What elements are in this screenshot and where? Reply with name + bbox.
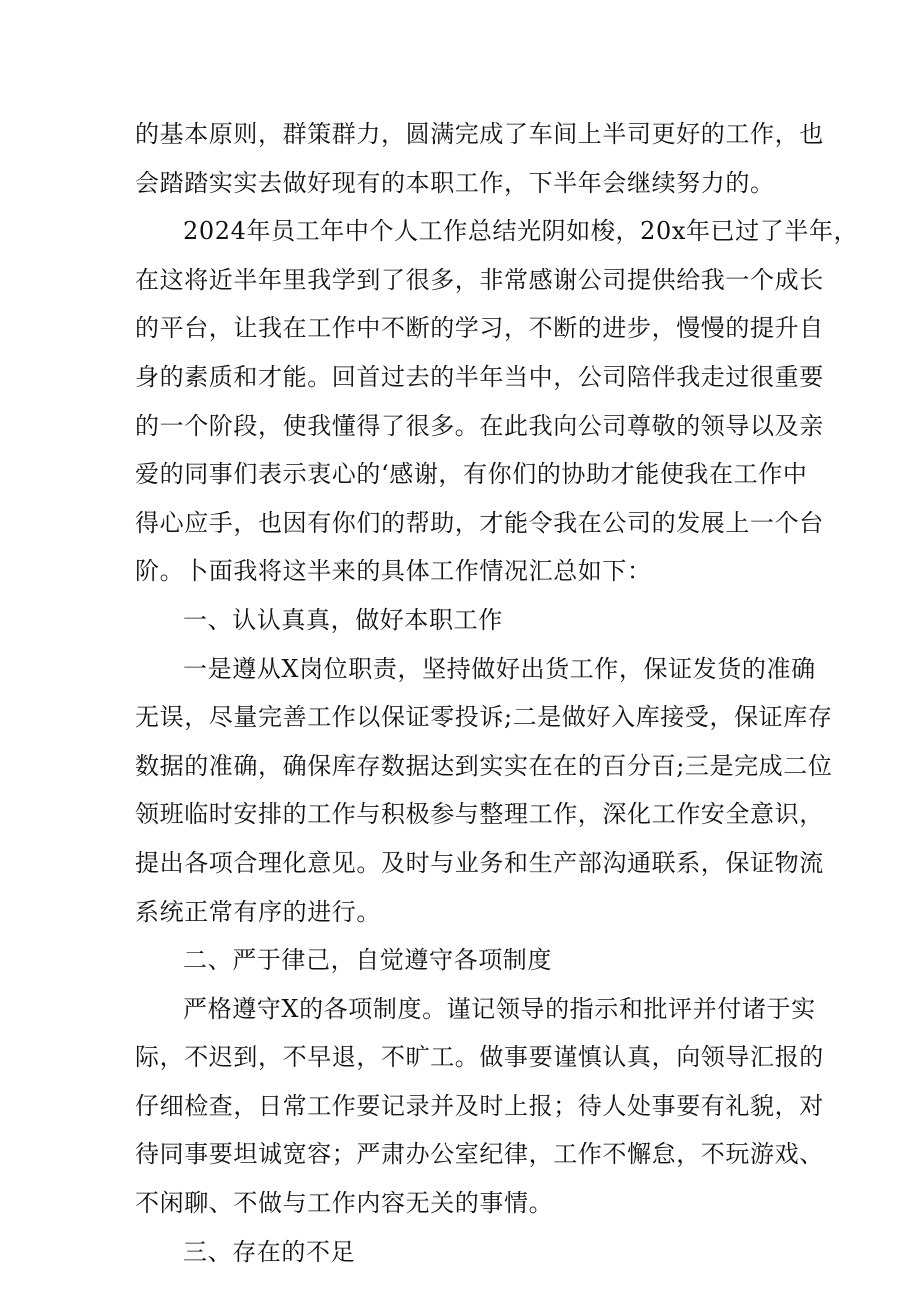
document-body [135,110,859,1276]
section-heading-1: 一、认认真真，做好本职工作 [183,605,503,634]
text-line: 身的素质和才能。回首过去的半年当中，公司陪伴我走过很重要 [135,362,824,391]
text-line: 爱的同事们表示衷心的‘感谢，有你们的协助才能使我在工作中 [135,460,808,489]
text-line: 的平台，让我在工作中不断的学习，不断的进步，慢慢的提升自 [135,314,824,343]
text-line: 领班临时安排的工作与积极参与整理工作，深化工作安全意识， [135,800,824,829]
section-heading-2: 二、严于律己，自觉遵守各项制度 [183,946,552,975]
text-line: 不闲聊、不做与工作内容无关的事情。 [135,1189,554,1218]
paragraph-start-line: 一是遵从X岗位职责，坚持做好出货工作，保证发货的准确 [183,654,816,683]
text-line: 提出各项合理化意见。及时与业务和生产部沟通联系，保证物流 [135,848,824,877]
text-line: 会踏踏实实去做好现有的本职工作，下半年会继续努力的。 [135,168,775,197]
text-line: 仔细检查，日常工作要记录并及时上报；待人处事要有礼貌，对 [135,1091,824,1120]
text-line: 待同事要坦诚宽容；严肃办公室纪律，工作不懈怠，不玩游戏、 [135,1140,824,1169]
text-line: 的基本原则，群策群力，圆满完成了车间上半司更好的工作，也 [135,120,824,148]
text-line: 际，不迟到，不早退，不旷工。做事要谨慎认真，向领导汇报的 [135,1043,824,1072]
text-line: 得心应手，也因有你们的帮助，才能令我在公司的发展上一个台 [135,508,824,537]
paragraph-start-line: 严格遵守X的各项制度。谨记领导的指示和批评并付诸于实 [183,994,816,1023]
text-line: 阶。卜面我将这半来的具体工作情况汇总如下： [135,557,652,586]
text-line: 在这将近半年里我学到了很多，非常感谢公司提供给我一个成长 [135,265,824,294]
text-line: 的一个阶段，使我懂得了很多。在此我向公司尊敬的领导以及亲 [135,411,824,440]
paragraph-start-line: 2024年员工年中个人工作总结光阴如梭，20x年已过了半年， [183,217,859,246]
text-line: 系统正常有序的进行。 [135,897,381,926]
section-heading-3: 三、存在的不足 [183,1237,356,1266]
text-line: 无误，尽量完善工作以保证零投诉;二是做好入库接受，保证库存 [135,703,833,732]
text-line: 数据的准确，确保库存数据达到实实在在的百分百;三是完成二位 [135,751,833,780]
